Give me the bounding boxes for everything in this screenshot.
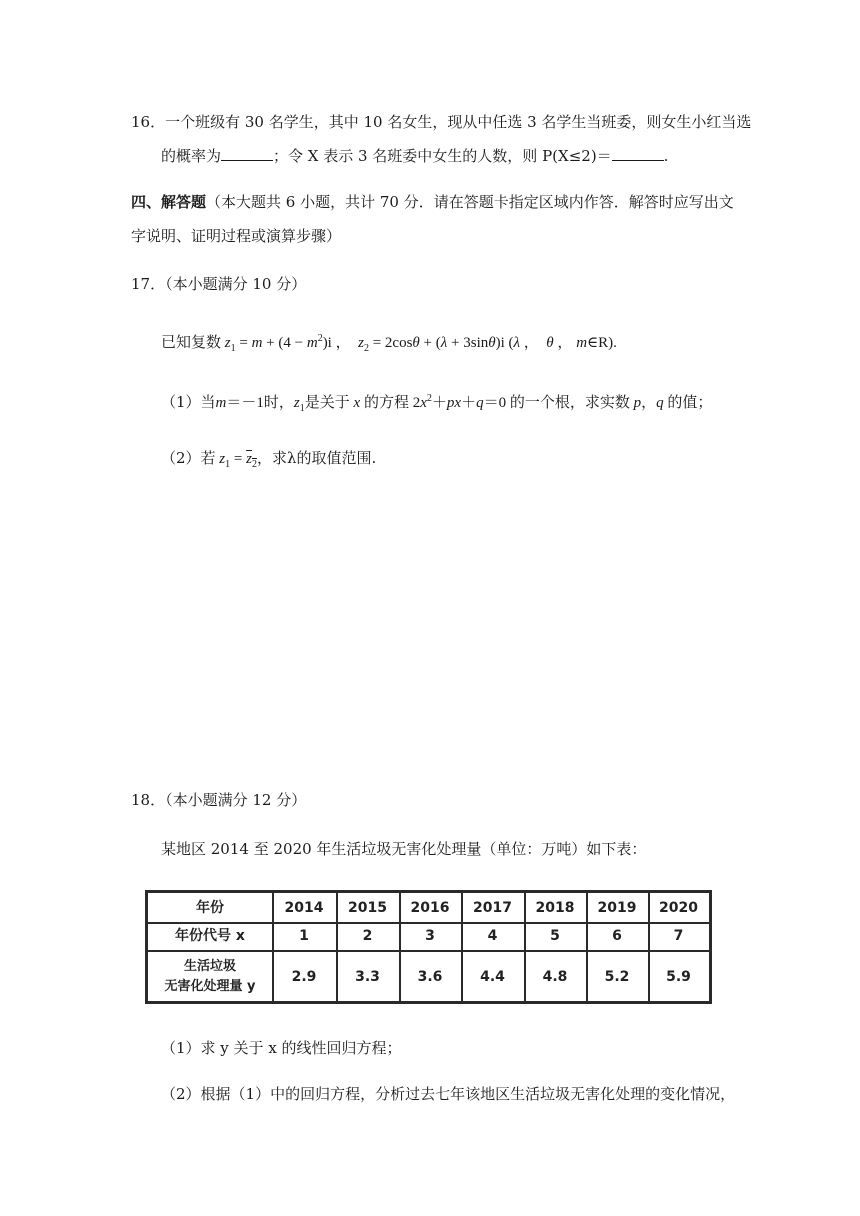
table-cell-value: 4.4 bbox=[480, 969, 505, 985]
row-label-amount-2: 无害化处理量 y bbox=[164, 979, 256, 994]
table-cell-value: 5.9 bbox=[666, 969, 691, 985]
table-cell-code: 7 bbox=[673, 928, 684, 944]
q16-line1 bbox=[131, 111, 751, 133]
q18-part2-text: （2）根据（1）中的回归方程，分析过去七年该地区生活垃圾无害化处理的变化情况， bbox=[161, 1085, 736, 1103]
q17-part2 bbox=[161, 447, 376, 476]
q17-part1-text3: 的一个根，求实数 bbox=[509, 393, 630, 411]
q16-text-2a: 的概率为 bbox=[161, 147, 222, 165]
q17-part1 bbox=[161, 388, 712, 420]
q18-intro-text: 某地区 2014 至 2020 年生活垃圾无害化处理量（单位：万吨）如下表： bbox=[161, 840, 647, 858]
q17-part1-prefix: （1）当 bbox=[161, 393, 216, 411]
q18-part1-text: （1）求 y 关于 x 的线性回归方程； bbox=[161, 1039, 402, 1057]
q17-part2-prefix: （2）若 bbox=[161, 449, 216, 467]
q17-header bbox=[131, 273, 306, 295]
table-cell-year: 2016 bbox=[410, 899, 450, 916]
q17-part1-mid: 时， bbox=[263, 393, 294, 411]
table-cell-value: 4.8 bbox=[542, 969, 568, 985]
section4-line2 bbox=[131, 225, 341, 247]
table-cell-code: 6 bbox=[612, 928, 622, 944]
q17-part1-text4: 的值； bbox=[667, 393, 713, 411]
q17-part2-suffix: ，求λ的取值范围. bbox=[256, 449, 377, 467]
row-label-year: 年份 bbox=[196, 899, 224, 916]
section4-heading: 四、解答题 bbox=[131, 193, 207, 211]
q17-formula-z1: $z_1 = m + (4 - m^2)i$ ， $z_2 = 2\cos\theta + (\lambda + 3\sin\theta)i$ (λ ， θ ， m∈R). bbox=[224, 333, 617, 354]
q16-text-1: 16．一个班级有 30 名学生，其中 10 名女生，现从中任选 3 名学生当班委，则女生小红当选 bbox=[131, 113, 752, 131]
table-cell-year: 2020 bbox=[659, 899, 698, 916]
answer-blank-1[interactable] bbox=[221, 146, 273, 161]
table-cell-value: 3.3 bbox=[355, 969, 380, 985]
q17-part1-equation: $2x^2+px+q=0$ bbox=[408, 393, 510, 411]
table-cell-year: 2015 bbox=[348, 899, 387, 916]
q16-text-2c: . bbox=[663, 147, 669, 165]
q17-part2-formula: $z_1 = z_2$ bbox=[219, 451, 257, 470]
q18-part1 bbox=[161, 1037, 402, 1059]
table-cell-code: 5 bbox=[550, 928, 560, 944]
row-label-amount-1: 生活垃圾 bbox=[183, 959, 236, 974]
q17-header-text: 17．（本小题满分 10 分） bbox=[131, 275, 307, 293]
table-cell-code: 3 bbox=[425, 928, 435, 944]
answer-blank-2[interactable] bbox=[612, 146, 664, 161]
q17-part1-z1: $z_1$ bbox=[293, 395, 305, 414]
table-cell-code: 4 bbox=[487, 928, 498, 944]
q17-part1-x: x bbox=[353, 395, 361, 411]
table-cell-year: 2017 bbox=[473, 899, 512, 916]
table-cell-code: 2 bbox=[362, 928, 373, 944]
data-table bbox=[145, 890, 712, 1004]
section4-line1 bbox=[131, 191, 734, 213]
table-cell-code: 1 bbox=[299, 928, 309, 944]
q18-part2 bbox=[161, 1083, 735, 1105]
table-cell-year: 2019 bbox=[597, 899, 637, 916]
q17-part1-text2: 的方程 bbox=[363, 393, 409, 411]
q18-header-text: 18．（本小题满分 12 分） bbox=[131, 791, 307, 809]
q17-stem-prefix: 已知复数 bbox=[161, 333, 222, 351]
table-cell-value: 5.2 bbox=[604, 969, 630, 985]
q18-intro bbox=[161, 838, 646, 860]
q18-header bbox=[131, 789, 306, 811]
q16-line2 bbox=[161, 145, 668, 167]
table-cell-value: 2.9 bbox=[291, 969, 317, 985]
row-label-amount bbox=[148, 950, 272, 1004]
q17-part1-cond: m＝－1 bbox=[215, 395, 264, 411]
q16-text-2b: ；令 X 表示 3 名班委中女生的人数，则 P(X≤2)＝ bbox=[273, 147, 612, 165]
row-label-code: 年份代号 x bbox=[175, 928, 245, 944]
section4-desc-1: （本大题共 6 小题，共计 70 分．请在答题卡指定区域内作答．解答时应写出文 bbox=[206, 193, 734, 211]
q17-part1-text: 是关于 bbox=[304, 393, 350, 411]
q17-part1-pq: p，q bbox=[633, 395, 664, 411]
table-cell-year: 2018 bbox=[535, 899, 575, 916]
table-cell-value: 3.6 bbox=[417, 969, 443, 985]
table-cell-year: 2014 bbox=[284, 899, 324, 916]
q17-stem bbox=[161, 328, 617, 360]
section4-desc-2: 字说明、证明过程或演算步骤） bbox=[131, 227, 342, 245]
